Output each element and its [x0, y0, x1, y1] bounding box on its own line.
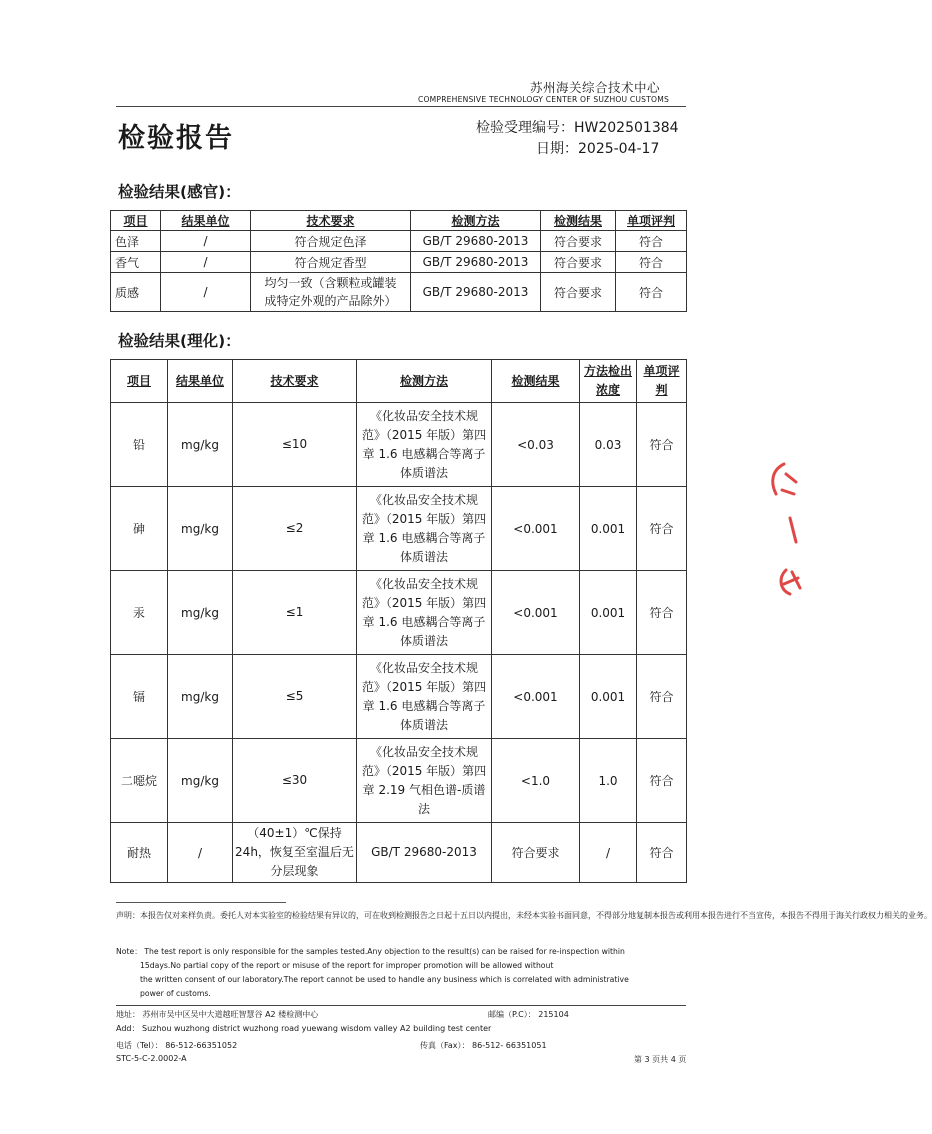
requirement-cell: ≤10 — [233, 403, 357, 487]
method-cell: 《化妆品安全技术规范》（2015 年版）第四章 1.6 电感耦合等离子体质谱法 — [357, 655, 492, 739]
physchem-header-cell: 项目 — [111, 360, 168, 403]
footnote-en-line: Note： The test report is only responsible for the samples tested.Any objection to the result(s) can be raised for re-inspection within — [116, 947, 625, 956]
requirement-cell: ≤5 — [233, 655, 357, 739]
method-cell: 《化妆品安全技术规范》（2015 年版）第四章 1.6 电感耦合等离子体质谱法 — [357, 571, 492, 655]
fax: 传真（Fax）： 86-512- 66351051 — [420, 1041, 547, 1050]
result-cell: <1.0 — [492, 739, 580, 823]
footnote-rule — [116, 902, 286, 903]
item-cell: 质感 — [111, 273, 161, 312]
item-cell: 耐热 — [111, 823, 168, 883]
address-en: Add： Suzhou wuzhong district wuzhong road yuewang wisdom valley A2 building test center — [116, 1024, 492, 1033]
footnote-en — [116, 945, 686, 1001]
result-cell: 符合要求 — [541, 252, 616, 273]
report-title: 检验报告 — [118, 123, 234, 154]
result-cell: <0.001 — [492, 655, 580, 739]
telephone: 电话（Tel）： 86-512-66351052 — [116, 1041, 238, 1050]
report-meta — [476, 118, 679, 160]
judgement-cell: 符合 — [637, 403, 687, 487]
sensory-header-cell: 检测结果 — [541, 211, 616, 231]
physchem-header-cell: 检测结果 — [492, 360, 580, 403]
physchem-table — [110, 359, 687, 883]
address-cn: 地址： 苏州市吴中区吴中大道越旺智慧谷 A2 楼检测中心 — [116, 1010, 319, 1019]
physchem-header-cell: 单项评判 — [637, 360, 687, 403]
lod-cell: 1.0 — [580, 739, 637, 823]
sensory-header-cell: 检测方法 — [411, 211, 541, 231]
judgement-cell: 符合 — [637, 487, 687, 571]
table-row — [111, 487, 687, 571]
table-row — [111, 823, 687, 883]
physchem-header-cell: 方法检出浓度 — [580, 360, 637, 403]
result-cell: 符合要求 — [492, 823, 580, 883]
item-cell: 镉 — [111, 655, 168, 739]
judgement-cell: 符合 — [637, 655, 687, 739]
header-rule — [116, 106, 686, 107]
requirement-cell: （40±1）℃保持 24h，恢复至室温后无分层现象 — [233, 823, 357, 883]
item-cell: 二噁烷 — [111, 739, 168, 823]
sensory-header-cell: 结果单位 — [161, 211, 251, 231]
result-cell: <0.001 — [492, 571, 580, 655]
footnote-en-line: power of customs. — [140, 989, 211, 998]
table-row — [111, 655, 687, 739]
table-row — [111, 231, 687, 252]
method-cell: GB/T 29680-2013 — [411, 231, 541, 252]
table-row — [111, 571, 687, 655]
requirement-cell: ≤30 — [233, 739, 357, 823]
judgement-cell: 符合 — [616, 231, 687, 252]
requirement-cell: ≤1 — [233, 571, 357, 655]
date-label: 日期： — [536, 141, 578, 157]
item-cell: 色泽 — [111, 231, 161, 252]
physchem-section-title: 检验结果(理化)： — [118, 332, 241, 350]
unit-cell: mg/kg — [168, 655, 233, 739]
result-cell: 符合要求 — [541, 273, 616, 312]
result-cell: 符合要求 — [541, 231, 616, 252]
lod-cell: 0.001 — [580, 571, 637, 655]
table-row — [111, 739, 687, 823]
unit-cell: / — [161, 252, 251, 273]
lod-cell: 0.001 — [580, 655, 637, 739]
judgement-cell: 符合 — [637, 739, 687, 823]
footer-rule — [116, 1005, 686, 1006]
sensory-header-cell: 单项评判 — [616, 211, 687, 231]
lod-cell: 0.001 — [580, 487, 637, 571]
footnote-en-line: 15days.No partial copy of the report or misuse of the report for improper promotion will be allowed without — [140, 961, 554, 970]
lod-cell: 0.03 — [580, 403, 637, 487]
method-cell: 《化妆品安全技术规范》（2015 年版）第四章 1.6 电感耦合等离子体质谱法 — [357, 403, 492, 487]
org-name-cn: 苏州海关综合技术中心 — [530, 80, 661, 95]
postal-code: 邮编（P.C）： 215104 — [488, 1010, 569, 1019]
item-cell: 香气 — [111, 252, 161, 273]
judgement-cell: 符合 — [637, 823, 687, 883]
page-number: 第 3 页共 4 页 — [634, 1055, 687, 1064]
unit-cell: mg/kg — [168, 571, 233, 655]
judgement-cell: 符合 — [637, 571, 687, 655]
sensory-section-title: 检验结果(感官)： — [118, 183, 241, 201]
unit-cell: mg/kg — [168, 739, 233, 823]
method-cell: GB/T 29680-2013 — [411, 252, 541, 273]
judgement-cell: 符合 — [616, 252, 687, 273]
method-cell: 《化妆品安全技术规范》（2015 年版）第四章 1.6 电感耦合等离子体质谱法 — [357, 487, 492, 571]
unit-cell: / — [168, 823, 233, 883]
physchem-header-cell: 技术要求 — [233, 360, 357, 403]
physchem-header-row — [111, 360, 687, 403]
requirement-cell: 均匀一致（含颗粒或罐装成特定外观的产品除外） — [251, 273, 411, 312]
sensory-table — [110, 210, 687, 312]
sensory-header-row — [111, 211, 687, 231]
item-cell: 铅 — [111, 403, 168, 487]
sensory-header-cell: 技术要求 — [251, 211, 411, 231]
footnote-en-line: the written consent of our laboratory.The report cannot be used to handle any business which is correlated with administrative — [140, 975, 629, 984]
unit-cell: / — [161, 231, 251, 252]
physchem-header-cell: 检测方法 — [357, 360, 492, 403]
judgement-cell: 符合 — [616, 273, 687, 312]
table-row — [111, 273, 687, 312]
method-cell: 《化妆品安全技术规范》（2015 年版）第四章 2.19 气相色谱-质谱法 — [357, 739, 492, 823]
org-name-en: COMPREHENSIVE TECHNOLOGY CENTER OF SUZHOU CUSTOMS — [418, 95, 669, 104]
lod-cell: / — [580, 823, 637, 883]
item-cell: 汞 — [111, 571, 168, 655]
unit-cell: mg/kg — [168, 487, 233, 571]
requirement-cell: 符合规定色泽 — [251, 231, 411, 252]
footnote-cn: 声明：本报告仅对来样负责。委托人对本实验室的检验结果有异议的，可在收到检测报告之日起十五日以内提出，未经本实验书面同意，不得部分地复制本报告或利用本报告进行不当宣传，本报告不得用于海关行政权力相关的业务。 — [116, 911, 932, 920]
report-no-label: 检验受理编号： — [476, 120, 574, 136]
sensory-header-cell: 项目 — [111, 211, 161, 231]
requirement-cell: 符合规定香型 — [251, 252, 411, 273]
table-row — [111, 403, 687, 487]
method-cell: GB/T 29680-2013 — [357, 823, 492, 883]
item-cell: 砷 — [111, 487, 168, 571]
report-date: 2025-04-17 — [578, 141, 660, 157]
result-cell: <0.03 — [492, 403, 580, 487]
physchem-header-cell: 结果单位 — [168, 360, 233, 403]
result-cell: <0.001 — [492, 487, 580, 571]
table-row — [111, 252, 687, 273]
seal-stamp-icon — [756, 460, 800, 610]
unit-cell: mg/kg — [168, 403, 233, 487]
report-no: HW202501384 — [574, 120, 679, 136]
unit-cell: / — [161, 273, 251, 312]
document-code: STC-5-C-2.0002-A — [116, 1054, 187, 1063]
requirement-cell: ≤2 — [233, 487, 357, 571]
method-cell: GB/T 29680-2013 — [411, 273, 541, 312]
